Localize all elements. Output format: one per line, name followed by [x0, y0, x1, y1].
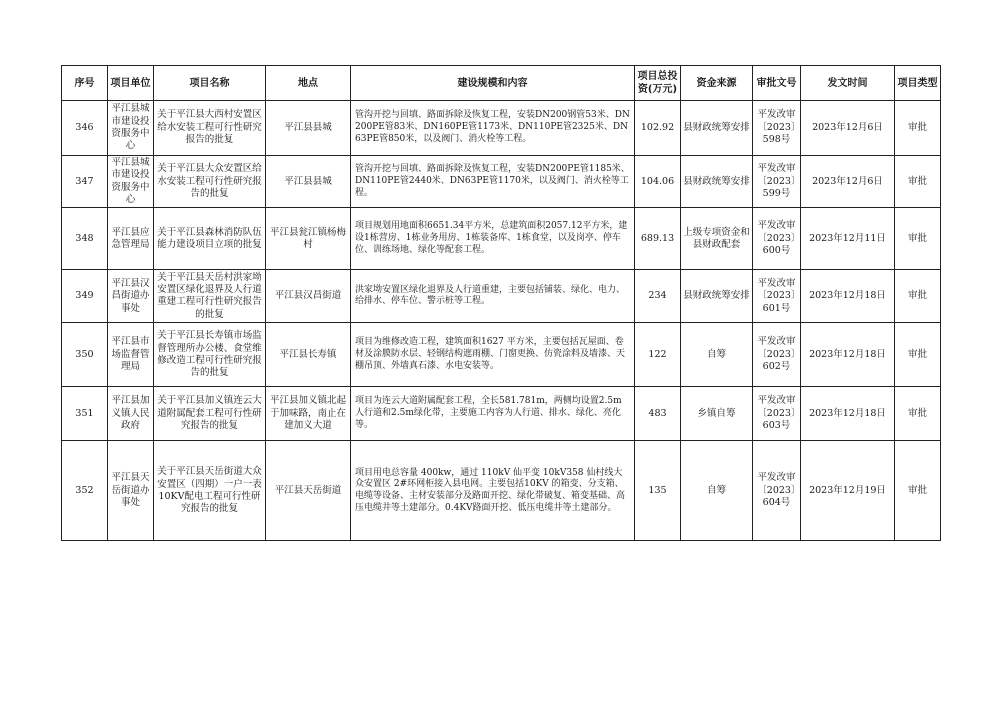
header-fund: 资金来源	[681, 66, 753, 101]
cell-date: 2023年12月6日	[801, 101, 895, 156]
cell-investment: 135	[635, 441, 681, 541]
cell-unit: 平江县城市建设投资服务中心	[108, 156, 154, 208]
header-investment: 项目总投资(万元)	[635, 66, 681, 101]
cell-name: 关于平江县大西村安置区给水安装工程可行性研究报告的批复	[154, 101, 266, 156]
header-row	[62, 66, 941, 101]
cell-name: 关于平江县天岳街道大众安置区（四期）一户一表10KV配电工程可行性研究报告的批复	[154, 441, 266, 541]
cell-seq: 352	[62, 441, 108, 541]
header-unit: 项目单位	[108, 66, 154, 101]
cell-unit: 平江县汉昌街道办事处	[108, 270, 154, 323]
cell-name: 关于平江县大众安置区给水安装工程可行性研究报告的批复	[154, 156, 266, 208]
cell-type: 审批	[895, 101, 941, 156]
table-row	[62, 441, 941, 541]
cell-name: 关于平江县长寿镇市场监督管理所办公楼、食堂维修改造工程可行性研究报告的批复	[154, 323, 266, 387]
cell-investment: 104.06	[635, 156, 681, 208]
cell-investment: 122	[635, 323, 681, 387]
cell-type: 审批	[895, 156, 941, 208]
cell-scope: 管沟开挖与回填、路面拆除及恢复工程，安装DN200PE管1185米、DN110PE管2440米、DN63PE管1170米，以及阀门、消火栓等工程。	[351, 156, 635, 208]
cell-approval: 平发改审〔2023〕601号	[753, 270, 801, 323]
cell-location: 平江县汉昌街道	[266, 270, 351, 323]
cell-location: 平江县县城	[266, 101, 351, 156]
cell-location: 平江县加义镇北起于加味路，南止在建加义大道	[266, 387, 351, 441]
header-scope: 建设规模和内容	[351, 66, 635, 101]
header-name: 项目名称	[154, 66, 266, 101]
cell-unit: 平江县天岳街道办事处	[108, 441, 154, 541]
cell-seq: 351	[62, 387, 108, 441]
cell-type: 审批	[895, 270, 941, 323]
cell-approval: 平发改审〔2023〕603号	[753, 387, 801, 441]
cell-scope: 洪家坳安置区绿化退界及人行道重建，主要包括铺装、绿化、电力、给排水、停车位、警示桩等工程。	[351, 270, 635, 323]
cell-investment: 102.92	[635, 101, 681, 156]
cell-scope: 项目为连云大道附属配套工程，全长581.781m，两侧均设置2.5m人行道和2.5m绿化带，主要施工内容为人行道、排水、绿化、亮化等。	[351, 387, 635, 441]
cell-name: 关于平江县森林消防队伍能力建设项目立项的批复	[154, 208, 266, 270]
header-location: 地点	[266, 66, 351, 101]
header-seq: 序号	[62, 66, 108, 101]
cell-date: 2023年12月6日	[801, 156, 895, 208]
cell-approval: 平发改审〔2023〕602号	[753, 323, 801, 387]
table-row	[62, 270, 941, 323]
cell-date: 2023年12月11日	[801, 208, 895, 270]
cell-location: 平江县天岳街道	[266, 441, 351, 541]
cell-unit: 平江县城市建设投资服务中心	[108, 101, 154, 156]
cell-type: 审批	[895, 441, 941, 541]
header-approval: 审批文号	[753, 66, 801, 101]
cell-fund: 自筹	[681, 323, 753, 387]
table-row	[62, 387, 941, 441]
cell-fund: 县财政统筹安排	[681, 156, 753, 208]
cell-type: 审批	[895, 323, 941, 387]
cell-scope: 项目用电总容量 400kw，通过 110kV 仙平变 10kV358 仙村线大众安置区 2#环网柜接入县电网。主要包括10KV 的箱变、分支箱、电缆等设备、主材安装部分及路面开挖、绿化带破复、箱变基础、高压电缆井等土建部分。0.4KV路面开挖、低压电缆井等土建部分。	[351, 441, 635, 541]
cell-date: 2023年12月19日	[801, 441, 895, 541]
cell-date: 2023年12月18日	[801, 387, 895, 441]
cell-investment: 689.13	[635, 208, 681, 270]
table-row	[62, 101, 941, 156]
cell-fund: 乡镇自筹	[681, 387, 753, 441]
cell-seq: 349	[62, 270, 108, 323]
cell-investment: 234	[635, 270, 681, 323]
table-row	[62, 323, 941, 387]
cell-fund: 上级专项资金和县财政配套	[681, 208, 753, 270]
cell-location: 平江县瓮江镇杨梅村	[266, 208, 351, 270]
cell-seq: 347	[62, 156, 108, 208]
cell-name: 关于平江县加义镇连云大道附属配套工程可行性研究报告的批复	[154, 387, 266, 441]
cell-seq: 346	[62, 101, 108, 156]
cell-approval: 平发改审〔2023〕598号	[753, 101, 801, 156]
table-row	[62, 208, 941, 270]
cell-unit: 平江县加义镇人民政府	[108, 387, 154, 441]
cell-approval: 平发改审〔2023〕600号	[753, 208, 801, 270]
cell-fund: 县财政统筹安排	[681, 270, 753, 323]
cell-fund: 自筹	[681, 441, 753, 541]
header-date: 发文时间	[801, 66, 895, 101]
cell-type: 审批	[895, 208, 941, 270]
header-type: 项目类型	[895, 66, 941, 101]
cell-approval: 平发改审〔2023〕604号	[753, 441, 801, 541]
cell-type: 审批	[895, 387, 941, 441]
table-row	[62, 156, 941, 208]
approval-table	[61, 65, 941, 541]
cell-location: 平江县县城	[266, 156, 351, 208]
cell-scope: 项目为维修改造工程，建筑面积1627 平方米，主要包括瓦屋面、卷材及涂膜防水层、轻钢结构遮雨棚、门窗更换、仿瓷涂料及墙漆、天棚吊顶、外墙真石漆、水电安装等。	[351, 323, 635, 387]
cell-investment: 483	[635, 387, 681, 441]
cell-date: 2023年12月18日	[801, 323, 895, 387]
cell-scope: 项目规划用地面积6651.34平方米，总建筑面积2057.12平方米，建设1栋营房、1栋业务用房、1栋装备库、1栋食堂，以及岗亭、停车位、训练场地、绿化等配套工程。	[351, 208, 635, 270]
cell-approval: 平发改审〔2023〕599号	[753, 156, 801, 208]
cell-seq: 348	[62, 208, 108, 270]
cell-unit: 平江县应急管理局	[108, 208, 154, 270]
cell-name: 关于平江县天岳村洪家坳安置区绿化退界及人行道重建工程可行性研究报告的批复	[154, 270, 266, 323]
cell-scope: 管沟开挖与回填、路面拆除及恢复工程，安装DN200钢管53米、DN200PE管83米、DN160PE管1173米、DN110PE管2325米、DN63PE管850米，以及阀门、消火栓等工程。	[351, 101, 635, 156]
cell-location: 平江县长寿镇	[266, 323, 351, 387]
cell-seq: 350	[62, 323, 108, 387]
cell-date: 2023年12月18日	[801, 270, 895, 323]
cell-unit: 平江县市场监督管理局	[108, 323, 154, 387]
cell-fund: 县财政统筹安排	[681, 101, 753, 156]
